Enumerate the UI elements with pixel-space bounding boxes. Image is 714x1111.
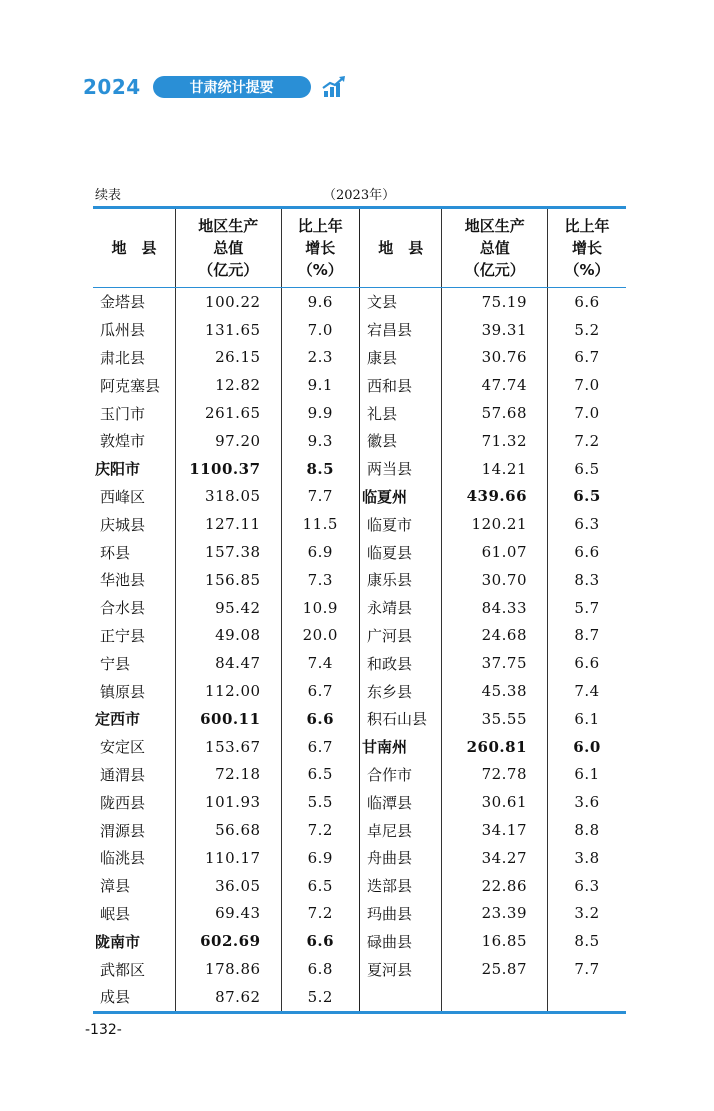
continued-note: 续表 (95, 188, 122, 203)
table-header-row (93, 208, 626, 288)
region-name-cell: 和政县 (366, 654, 412, 673)
table-year-note: （2023年） (323, 188, 396, 203)
growth-rate-cell: 7.2 (281, 816, 359, 844)
growth-rate-cell: 8.7 (548, 622, 626, 650)
gdp-value-cell: 95.42 (175, 594, 281, 622)
growth-rate-cell: 8.8 (548, 816, 626, 844)
gdp-value-cell: 75.19 (442, 288, 548, 316)
growth-rate-cell: 6.5 (281, 761, 359, 789)
region-name-cell: 庆城县 (100, 515, 146, 534)
gdp-value-cell: 56.68 (175, 816, 281, 844)
column-header-gdp: 地区生产 总值 （亿元） (442, 208, 548, 288)
gdp-value-cell: 261.65 (175, 399, 281, 427)
table-row (93, 677, 626, 705)
growth-rate-cell: 10.9 (281, 594, 359, 622)
gdp-value-cell: 16.85 (442, 927, 548, 955)
table-row (93, 538, 626, 566)
gdp-value-cell: 26.15 (175, 344, 281, 372)
region-name-cell: 宁县 (100, 654, 131, 673)
growth-rate-cell: 5.2 (281, 983, 359, 1012)
growth-rate-cell: 7.2 (548, 427, 626, 455)
table-row (93, 705, 626, 733)
yearbook-title-pill: 甘肃统计提要 (153, 76, 311, 98)
gdp-value-cell: 24.68 (442, 622, 548, 650)
yearbook-year: 2024 (83, 75, 141, 99)
growth-rate-cell: 7.3 (281, 566, 359, 594)
region-name-cell: 临夏州 (361, 487, 407, 506)
growth-rate-cell: 6.3 (548, 872, 626, 900)
region-name-cell: 合作市 (366, 765, 412, 784)
region-name-cell: 积石山县 (366, 710, 427, 729)
growth-rate-cell: 7.0 (281, 316, 359, 344)
gdp-value-cell: 12.82 (175, 371, 281, 399)
gdp-value-cell: 1100.37 (175, 455, 281, 483)
region-name-cell: 康乐县 (366, 571, 412, 590)
empty-cell (359, 983, 441, 1012)
region-name-cell: 通渭县 (100, 765, 146, 784)
region-name-cell: 安定区 (100, 738, 146, 757)
table-row (93, 927, 626, 955)
gdp-value-cell: 600.11 (175, 705, 281, 733)
region-name-cell: 临洮县 (100, 849, 146, 868)
table-row (93, 483, 626, 511)
table-row (93, 844, 626, 872)
region-name-cell: 瓜州县 (100, 321, 146, 340)
growth-rate-cell: 5.2 (548, 316, 626, 344)
growth-rate-cell: 8.3 (548, 566, 626, 594)
growth-rate-cell: 20.0 (281, 622, 359, 650)
growth-rate-cell: 7.0 (548, 399, 626, 427)
region-name-cell: 两当县 (366, 460, 412, 479)
region-name-cell: 永靖县 (366, 599, 412, 618)
gdp-value-cell: 22.86 (442, 872, 548, 900)
table-row (93, 399, 626, 427)
column-header-growth: 比上年 增长 （%） (548, 208, 626, 288)
table-row (93, 427, 626, 455)
region-name-cell: 阿克塞县 (100, 376, 161, 395)
growth-rate-cell: 6.6 (281, 705, 359, 733)
gdp-value-cell: 71.32 (442, 427, 548, 455)
gdp-value-cell: 49.08 (175, 622, 281, 650)
gdp-value-cell: 30.61 (442, 788, 548, 816)
gdp-value-cell: 30.76 (442, 344, 548, 372)
table-row (93, 510, 626, 538)
gdp-value-cell: 127.11 (175, 510, 281, 538)
gdp-value-cell: 14.21 (442, 455, 548, 483)
gdp-value-cell: 439.66 (442, 483, 548, 511)
gdp-value-cell: 37.75 (442, 649, 548, 677)
table-row (93, 371, 626, 399)
growth-rate-cell: 9.3 (281, 427, 359, 455)
region-name-cell: 礼县 (366, 404, 397, 423)
region-name-cell: 宕昌县 (366, 321, 412, 340)
region-name-cell: 武都区 (100, 960, 146, 979)
region-name-cell: 舟曲县 (366, 849, 412, 868)
region-name-cell: 玛曲县 (366, 904, 412, 923)
growth-rate-cell: 6.6 (548, 288, 626, 316)
gdp-value-cell: 120.21 (442, 510, 548, 538)
growth-rate-cell: 8.5 (548, 927, 626, 955)
table-row (93, 566, 626, 594)
region-name-cell: 肃北县 (100, 348, 146, 367)
growth-rate-cell: 6.6 (281, 927, 359, 955)
growth-rate-cell: 5.5 (281, 788, 359, 816)
growth-rate-cell: 6.3 (548, 510, 626, 538)
growth-rate-cell: 6.5 (548, 455, 626, 483)
growth-rate-cell: 7.7 (548, 955, 626, 983)
region-name-cell: 广河县 (366, 626, 412, 645)
table-row (93, 649, 626, 677)
region-name-cell: 合水县 (100, 599, 146, 618)
gdp-value-cell: 602.69 (175, 927, 281, 955)
region-name-cell: 环县 (100, 543, 131, 562)
table-row (93, 733, 626, 761)
county-gdp-table (93, 206, 626, 1014)
growth-rate-cell: 6.5 (548, 483, 626, 511)
gdp-value-cell: 84.47 (175, 649, 281, 677)
growth-rate-cell: 6.7 (548, 344, 626, 372)
growth-rate-cell: 7.2 (281, 900, 359, 928)
region-name-cell: 镇原县 (100, 682, 146, 701)
growth-rate-cell: 9.9 (281, 399, 359, 427)
table-row (93, 900, 626, 928)
growth-rate-cell: 7.4 (281, 649, 359, 677)
gdp-value-cell: 72.18 (175, 761, 281, 789)
growth-rate-cell: 6.7 (281, 677, 359, 705)
growth-rate-cell: 3.6 (548, 788, 626, 816)
table-row (93, 594, 626, 622)
region-name-cell: 正宁县 (100, 626, 146, 645)
table-body (93, 288, 626, 1013)
gdp-value-cell: 87.62 (175, 983, 281, 1012)
gdp-value-cell: 69.43 (175, 900, 281, 928)
region-name-cell: 西峰区 (100, 487, 146, 506)
region-name-cell: 卓尼县 (366, 821, 412, 840)
gdp-value-cell: 25.87 (442, 955, 548, 983)
gdp-value-cell: 72.78 (442, 761, 548, 789)
gdp-value-cell: 61.07 (442, 538, 548, 566)
region-name-cell: 金塔县 (100, 293, 146, 312)
region-name-cell: 成县 (93, 983, 175, 1012)
growth-rate-cell: 6.1 (548, 705, 626, 733)
gdp-value-cell: 34.27 (442, 844, 548, 872)
growth-rate-cell: 6.6 (548, 538, 626, 566)
region-name-cell: 碌曲县 (366, 932, 412, 951)
table-row (93, 816, 626, 844)
page-header (83, 72, 347, 102)
region-name-cell: 徽县 (366, 432, 397, 451)
growth-rate-cell: 7.4 (548, 677, 626, 705)
growth-rate-cell: 6.6 (548, 649, 626, 677)
gdp-value-cell: 57.68 (442, 399, 548, 427)
gdp-value-cell: 101.93 (175, 788, 281, 816)
region-name-cell: 临潭县 (366, 793, 412, 812)
growth-rate-cell: 7.0 (548, 371, 626, 399)
growth-rate-cell: 6.5 (281, 872, 359, 900)
gdp-value-cell: 318.05 (175, 483, 281, 511)
trend-chart-icon (321, 74, 347, 100)
growth-rate-cell: 6.1 (548, 761, 626, 789)
growth-rate-cell: 6.7 (281, 733, 359, 761)
region-name-cell: 岷县 (100, 904, 131, 923)
page-number: -132- (85, 1022, 122, 1038)
empty-cell (548, 983, 626, 1012)
region-name-cell: 敦煌市 (100, 432, 146, 451)
gdp-value-cell: 131.65 (175, 316, 281, 344)
gdp-value-cell: 157.38 (175, 538, 281, 566)
gdp-value-cell: 36.05 (175, 872, 281, 900)
gdp-value-cell: 153.67 (175, 733, 281, 761)
growth-rate-cell: 2.3 (281, 344, 359, 372)
region-name-cell: 庆阳市 (95, 460, 141, 479)
growth-rate-cell: 9.1 (281, 371, 359, 399)
gdp-value-cell: 156.85 (175, 566, 281, 594)
gdp-value-cell: 178.86 (175, 955, 281, 983)
growth-rate-cell: 7.7 (281, 483, 359, 511)
gdp-value-cell: 84.33 (442, 594, 548, 622)
gdp-value-cell: 97.20 (175, 427, 281, 455)
table-row (93, 455, 626, 483)
growth-rate-cell: 3.8 (548, 844, 626, 872)
gdp-value-cell: 34.17 (442, 816, 548, 844)
table-row (93, 955, 626, 983)
table-row (93, 983, 626, 1012)
table-row (93, 622, 626, 650)
region-name-cell: 甘南州 (361, 738, 407, 757)
table-row (93, 316, 626, 344)
table-row (93, 288, 626, 316)
growth-rate-cell: 6.9 (281, 844, 359, 872)
region-name-cell: 漳县 (100, 877, 131, 896)
region-name-cell: 华池县 (100, 571, 146, 590)
region-name-cell: 迭部县 (366, 877, 412, 896)
growth-rate-cell: 9.6 (281, 288, 359, 316)
region-name-cell: 玉门市 (100, 404, 146, 423)
column-header-region: 地 县 (359, 208, 441, 288)
region-name-cell: 渭源县 (100, 821, 146, 840)
region-name-cell: 西和县 (366, 376, 412, 395)
growth-rate-cell: 5.7 (548, 594, 626, 622)
region-name-cell: 东乡县 (366, 682, 412, 701)
column-header-gdp: 地区生产 总值 （亿元） (175, 208, 281, 288)
column-header-region: 地 县 (93, 208, 175, 288)
gdp-value-cell: 110.17 (175, 844, 281, 872)
growth-rate-cell: 6.9 (281, 538, 359, 566)
gdp-value-cell: 47.74 (442, 371, 548, 399)
growth-rate-cell: 3.2 (548, 900, 626, 928)
growth-rate-cell: 6.8 (281, 955, 359, 983)
region-name-cell: 临夏市 (366, 515, 412, 534)
region-name-cell: 临夏县 (366, 543, 412, 562)
table-row (93, 761, 626, 789)
gdp-value-cell: 260.81 (442, 733, 548, 761)
gdp-value-cell: 35.55 (442, 705, 548, 733)
growth-rate-cell: 8.5 (281, 455, 359, 483)
column-header-growth: 比上年 增长 （%） (281, 208, 359, 288)
gdp-value-cell: 45.38 (442, 677, 548, 705)
region-name-cell: 定西市 (95, 710, 141, 729)
region-name-cell: 文县 (366, 293, 397, 312)
table-row (93, 872, 626, 900)
growth-rate-cell: 6.0 (548, 733, 626, 761)
region-name-cell: 夏河县 (366, 960, 412, 979)
region-name-cell: 陇西县 (100, 793, 146, 812)
table-row (93, 344, 626, 372)
empty-cell (442, 983, 548, 1012)
gdp-value-cell: 112.00 (175, 677, 281, 705)
gdp-value-cell: 100.22 (175, 288, 281, 316)
gdp-value-cell: 23.39 (442, 900, 548, 928)
gdp-value-cell: 30.70 (442, 566, 548, 594)
gdp-value-cell: 39.31 (442, 316, 548, 344)
growth-rate-cell: 11.5 (281, 510, 359, 538)
table-row (93, 788, 626, 816)
region-name-cell: 康县 (366, 348, 397, 367)
region-name-cell: 陇南市 (95, 932, 141, 951)
